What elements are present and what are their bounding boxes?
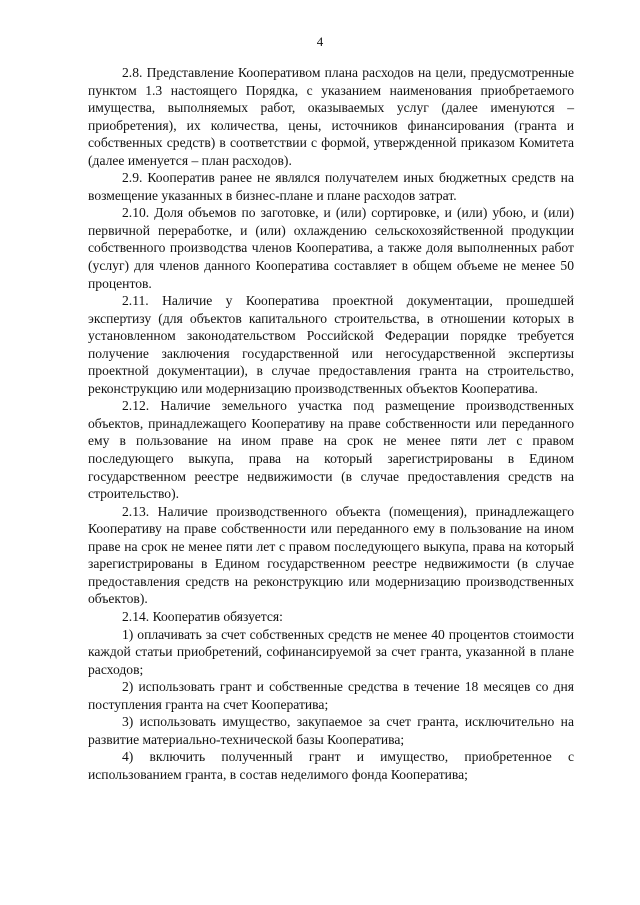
document-body bbox=[88, 64, 574, 783]
paragraph-2-14: 2.14. Кооператив обязуется: bbox=[122, 608, 283, 624]
paragraph-2-9: 2.9. Кооператив ранее не являлся получателем иных бюджетных средств на возмещение указанных в бизнес-плане и плане расходов затрат. bbox=[88, 170, 574, 203]
list-item-3: 3) использовать имущество, закупаемое за счет гранта, исключительно на развитие материально-технической базы Кооператива; bbox=[88, 714, 574, 747]
page-number: 4 bbox=[316, 34, 324, 49]
paragraph-2-12: 2.12. Наличие земельного участка под размещение производственных объектов, принадлежащего Кооперативу на праве собственности или переданного ему в пользование на ином праве на срок не менее пяти лет с правом последующего выкупа, права на который зарегистрированы в Едином государственном реестре недвижимости (в случае предоставления средств на строительство). bbox=[88, 398, 574, 502]
paragraph-2-13: 2.13. Наличие производственного объекта (помещения), принадлежащего Кооперативу на праве собственности или переданного ему в пользование на ином праве на срок не менее пяти лет с правом последующего выкупа, права на который зарегистрированы в Едином государственном реестре недвижимости (в случае предоставления средств на реконструкцию или модернизацию производственных объектов). bbox=[88, 503, 574, 607]
paragraph-2-11: 2.11. Наличие у Кооператива проектной документации, прошедшей экспертизу (для объектов капитального строительства, в отношении которых в установленном законодательством Российской Федерации порядке требуется получение заключения государственной или негосударственной экспертизы проектной документации), в случае предоставления гранта на строительство, реконструкцию или модернизацию производственных объектов Кооператива. bbox=[88, 293, 574, 396]
list-item-2: 2) использовать грант и собственные средства в течение 18 месяцев со дня поступления гранта на счет Кооператива; bbox=[88, 679, 574, 712]
paragraph-2-10: 2.10. Доля объемов по заготовке, и (или) сортировке, и (или) убою, и (или) первичной переработке, и (или) охлаждению сельскохозяйственной продукции собственного производства членов Кооператива, а также доля выполненных работ (услуг) для членов данного Кооператива составляет в общем объеме не менее 50 процентов. bbox=[88, 205, 574, 291]
paragraph-2-8: 2.8. Представление Кооперативом плана расходов на цели, предусмотренные пунктом 1.3 настоящего Порядка, с указанием наименования приобретаемого имущества, выполняемых работ, оказываемых услуг (далее именуются – приобретения), их количества, цены, источников финансирования (гранта и собственных средств) в соответствии с формой, утвержденной приказом Комитета (далее именуется – план расходов). bbox=[88, 65, 574, 168]
list-item-1: 1) оплачивать за счет собственных средств не менее 40 процентов стоимости каждой статьи приобретений, софинансируемой за счет гранта, указанной в плане расходов; bbox=[88, 626, 574, 677]
list-item-4: 4) включить полученный грант и имущество, приобретенное с использованием гранта, в состав неделимого фонда Кооператива; bbox=[88, 749, 574, 782]
